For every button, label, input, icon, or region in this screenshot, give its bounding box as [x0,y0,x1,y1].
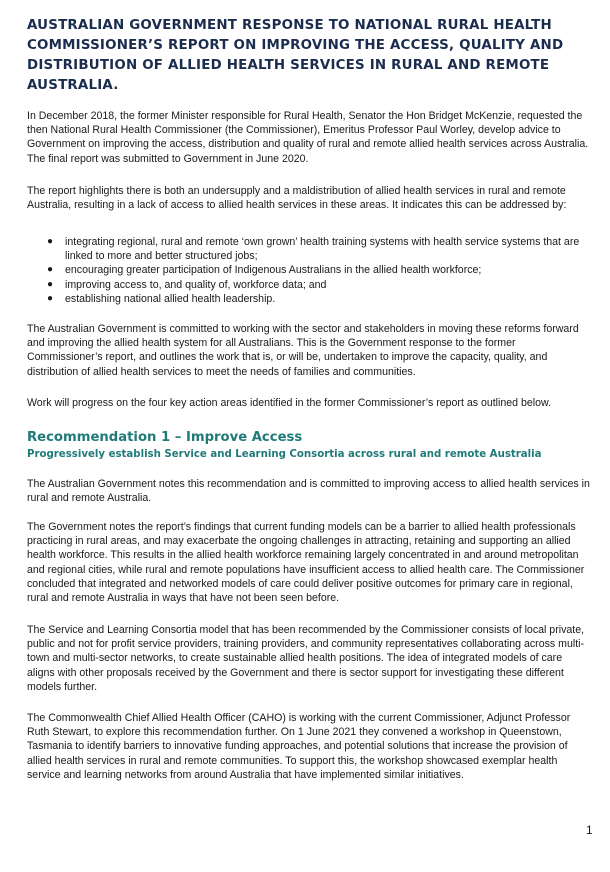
recommendation-paragraph-2: The Government notes the report’s findings that current funding models can be a barrier to allied health professionals practicing in rural areas, and may exacerbate the ongoing challenges in attracting, retaining and supporting an allied health workforce. This results in the allied health workforce remaining largely concentrated in and around metropolitan and regional cities, while rural and remote populations have insufficient access to allied health care. The Commissioner concluded that integrated and networked models of care could deliver positive outcomes for primary care in regional, rural and remote Australia in ways that have not been seen before. [27,521,585,605]
recommendation-paragraph-3: The Service and Learning Consortia model that has been recommended by the Commissioner consists of local private, public and not for profit service providers, training providers, and community representatives collaborating across multi-town and multi-sector networks, to create sustainable allied health positions. The idea of integrated models of care aligns with other proposals received by the Government and there is sector support for investigating these different models further. [27,624,585,693]
recommendation-subheading: Progressively establish Service and Learning Consortia across rural and remote Australia [27,449,542,460]
recommendation-heading: Recommendation 1 – Improve Access [27,430,303,445]
bullet-icon: ● [47,278,54,290]
bullet-icon: ● [47,236,54,247]
list-item [27,235,592,263]
list-item-text: improving access to, and quality of, workforce data; and [65,278,327,291]
progress-paragraph: Work will progress on the four key action areas identified in the former Commissioner’s report as outlined below. [27,397,552,409]
intro-paragraph-1: In December 2018, the former Minister responsible for Rural Health, Senator the Hon Bridget McKenzie, requested the then National Rural Health Commissioner (the Commissioner), Emeritus Professor Paul Worley, develop advice to Government on improving the access, distribution and quality of rural and remote allied health services across Australia. The final report was submitted to Government in June 2020. [27,110,589,165]
bullet-list [27,235,592,306]
list-item [27,292,592,306]
recommendation-paragraph-1: The Australian Government notes this recommendation and is committed to improving access to allied health services in rural and remote Australia. [27,478,590,505]
intro-paragraph-2: The report highlights there is both an undersupply and a maldistribution of allied health services in rural and remote Australia, resulting in a lack of access to allied health services in these areas. It indicates this can be addressed by: [27,185,567,212]
recommendation-paragraph-4: The Commonwealth Chief Allied Health Officer (CAHO) is working with the current Commissioner, Adjunct Professor Ruth Stewart, to explore this recommendation further. On 1 June 2021 they convened a workshop in Queenstown, Tasmania to identify barriers to innovative funding approaches, and potential solutions that increase the provision of allied health services in rural and remote communities. To support this, the workshop showcased exemplar health service and learning networks from around Australia that have implemented similar initiatives. [27,712,571,781]
list-item [27,278,592,292]
list-item-text: establishing national allied health leadership. [65,292,276,305]
page-number: 1 [586,823,593,837]
list-item [27,263,592,277]
bullet-icon: ● [47,264,54,276]
commitment-paragraph: The Australian Government is committed to working with the sector and stakeholders in moving these reforms forward and improving the allied health system for all Australians. This is the Government response to the former Commissioner’s report, and outlines the work that is, or will be, undertaken to improve the capacity, quality, and distribution of allied health services to meet the needs of families and communities. [27,323,579,378]
list-item-text: encouraging greater participation of Indigenous Australians in the allied health workforce; [65,264,482,277]
list-item-text: integrating regional, rural and remote ‘own grown’ health training systems with health service systems that are linked to more and better structured jobs; [65,236,580,263]
bullet-icon: ● [47,292,54,304]
document-title: AUSTRALIAN GOVERNMENT RESPONSE TO NATIONAL RURAL HEALTH COMMISSIONER’S REPORT ON IMPROVING THE ACCESS, QUALITY AND DISTRIBUTION OF ALLIED HEALTH SERVICES IN RURAL AND REMOTE AUSTRALIA. [27,18,564,93]
